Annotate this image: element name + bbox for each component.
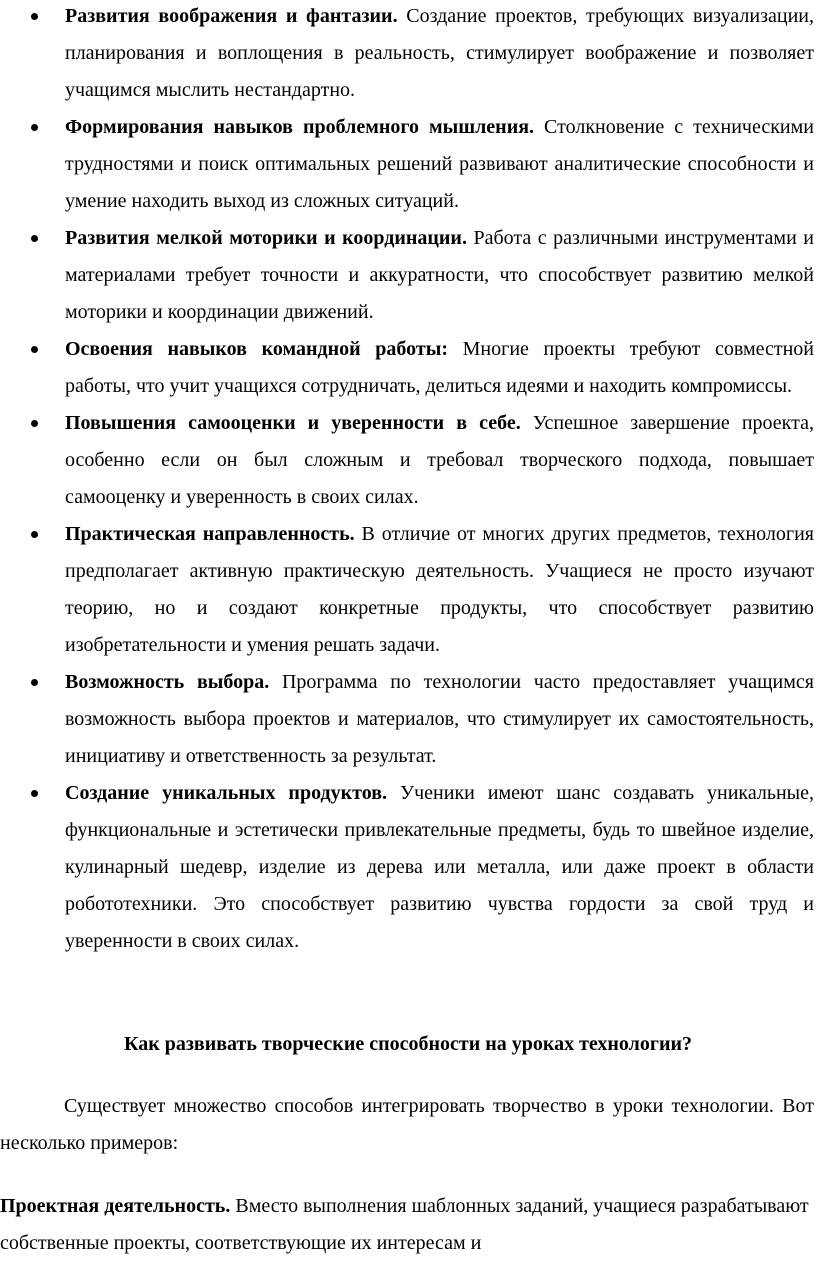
list-item-title: Развития воображения и фантазии.	[65, 5, 398, 27]
project-paragraph	[0, 1188, 814, 1262]
list-item-title: Создание уникальных продуктов.	[65, 782, 387, 804]
list-item-text: Работа с различными инструментами и материалами требует точности и аккуратности, что способствует развитию мелкой моторики и координации движений.	[65, 227, 814, 323]
list-item-text: Столкновение с техническими трудностями и поиск оптимальных решений развивают аналитические способности и умение находить выход из сложных ситуаций.	[65, 116, 814, 212]
bullet-icon	[31, 679, 38, 686]
list-item	[0, 405, 816, 516]
project-title: Проектная деятельность.	[0, 1195, 231, 1217]
list-item	[0, 775, 816, 960]
list-item	[0, 220, 816, 331]
bullet-icon	[31, 420, 38, 427]
list-item-text: Многие проекты требуют совместной работы, что учит учащихся сотрудничать, делиться идеями и находить компромиссы.	[65, 338, 815, 397]
bullet-icon	[31, 235, 38, 242]
bullet-icon	[31, 790, 38, 797]
bullet-icon	[31, 531, 38, 538]
bullet-icon	[31, 13, 38, 20]
section-heading: Как развивать творческие способности на уроках технологии?	[123, 1033, 693, 1055]
list-item-text: Успешное завершение проекта, особенно если он был сложным и требовал творческого подхода, повышает самооценку и уверенность в своих силах.	[65, 412, 814, 508]
list-item-title: Развития мелкой моторики и координации.	[65, 227, 467, 249]
list-item	[0, 664, 816, 775]
list-item	[0, 109, 816, 220]
list-item-text: Создание проектов, требующих визуализации, планирования и воплощения в реальность, стимулирует воображение и позволяет учащимся мыслить нестандартно.	[65, 5, 814, 101]
bullet-icon	[31, 346, 38, 353]
list-item	[0, 0, 816, 109]
list-item-title: Освоения навыков командной работы:	[65, 338, 449, 360]
bullet-icon	[31, 124, 38, 131]
list-item-title: Возможность выбора.	[65, 671, 270, 693]
intro-paragraph: Существует множество способов интегрировать творчество в уроки технологии. Вот несколько примеров:	[0, 1095, 814, 1154]
list-item-title: Повышения самооценки и уверенности в себе.	[65, 412, 521, 434]
list-item-text: Программа по технологии часто предоставляет учащимся возможность выбора проектов и материалов, что стимулирует их самостоятельность, инициативу и ответственность за результат.	[65, 671, 814, 767]
project-text: Вместо выполнения шаблонных заданий, учащиеся разрабатывают собственные проекты, соответствующие их интересам и	[0, 1195, 809, 1254]
list-item-text: В отличие от многих других предметов, технология предполагает активную практическую деятельность. Учащиеся не просто изучают теорию, но и создают конкретные продукты, что способствует развитию изобретательности и умения решать задачи.	[65, 523, 814, 656]
list-item	[0, 331, 816, 405]
list-item	[0, 516, 816, 664]
list-item-title: Формирования навыков проблемного мышления.	[65, 116, 535, 138]
list-item-title: Практическая направленность.	[65, 523, 355, 545]
list-item-text: Ученики имеют шанс создавать уникальные, функциональные и эстетически привлекательные предметы, будь то швейное изделие, кулинарный шедевр, изделие из дерева или металла, или даже проект в области робототехники. Это способствует развитию чувства гордости за свой труд и уверенности в своих силах.	[65, 782, 814, 952]
